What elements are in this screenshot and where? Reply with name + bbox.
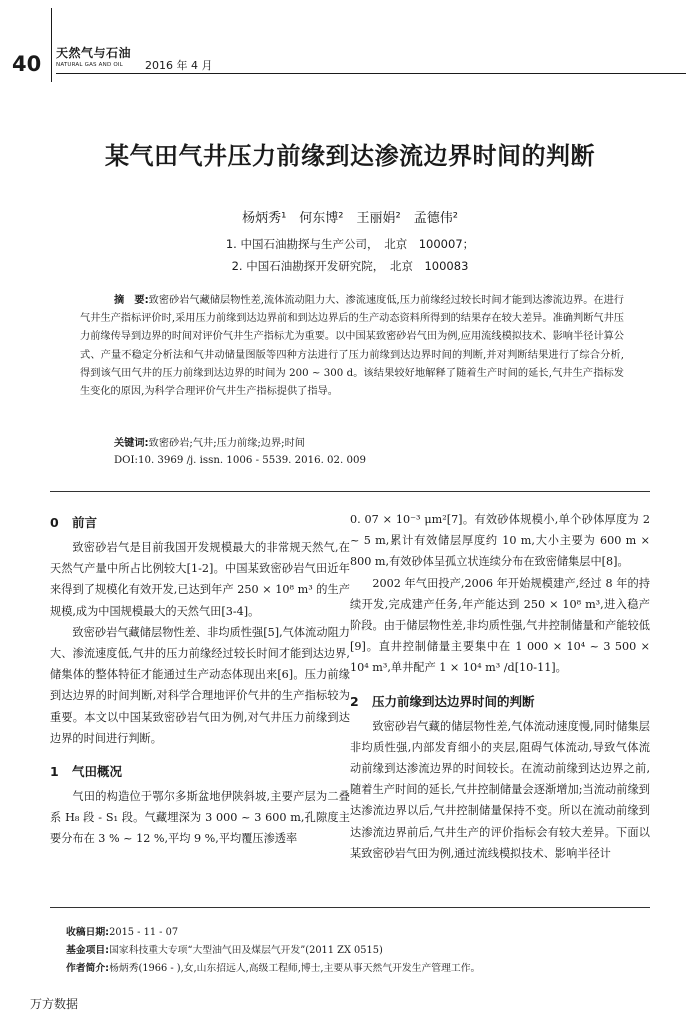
paragraph: 0. 07 × 10⁻³ μm²[7]。有效砂体规模小,单个砂体厚度为 2 ~ 5 m,累计有效储层厚度约 10 m,大小主要为 600 m × 800 m,有效砂体呈孤立状连续分布在致密储集层中[8]。 [350,513,650,569]
paper-title: 某气田气井压力前缘到达渗流边界时间的判断 [105,141,595,170]
section-heading-1: 1 气田概况 [50,764,123,780]
section-heading-0: 0 前言 [50,515,98,530]
journal-name-cn: 天然气与石油 [56,46,132,60]
right-column [350,509,650,864]
keywords-text: 致密砂岩;气井;压力前缘;边界;时间 [148,438,305,449]
abstract [80,292,624,401]
doi: DOI:10. 3969 /j. issn. 1006 - 5539. 2016. 02. 009 [114,455,366,466]
journal-logo [56,44,131,68]
footnote-separator [50,907,650,908]
paragraph: 致密砂岩气是目前我国开发规模最大的非常规天然气,在天然气产量中所占比例较大[1-2]。中国某致密砂岩气田近年来得到了规模化有效开发,已达到年产 250 × 10⁸ m³ 的生产规模,成为中国规模最大的天然气田[3-4]。 [50,541,350,618]
abstract-label: 摘 要: [114,295,149,306]
paragraph: 致密砂岩气藏储层物性差、非均质性强[5],气体流动阻力大、渗流速度低,气井的压力前缘经过较长时间才能到达边界,储集体的整体特征才能通过生产动态体现出来[6]。压力前缘到达边界的时间判断,对科学合理地评价气井的生产指标较为重要。本文以中国某致密砂岩气田为例,对气井压力前缘到达边界的时间进行判断。 [50,625,350,745]
issue-date: 2016 年 4 月 [145,59,213,72]
watermark: 万方数据 [30,997,79,1011]
affiliation-2: 2. 中国石油勘探开发研究院， 北京 100083 [231,259,469,273]
journal-name-en: NATURAL GAS AND OIL [56,62,123,68]
header-rule [56,73,686,74]
footnote-fund: 基金项目:国家科技重大专项“大型油气田及煤层气开发”(2011 ZX 0515) [66,945,383,956]
footnote-author: 作者简介:杨炳秀(1966 - ),女,山东招远人,高级工程师,博士,主要从事天然气开发生产管理工作。 [66,963,481,974]
keywords-label: 关键词: [114,438,149,449]
header-vertical-rule [51,8,52,82]
section-heading-2: 2 压力前缘到达边界时间的判断 [350,693,535,709]
left-column [50,510,350,850]
page-number: 40 [12,52,42,76]
author-list: 杨炳秀¹ 何东博² 王丽娟² 孟德伟² [242,211,458,226]
abstract-text: 致密砂岩气藏储层物性差,流体流动阻力大、渗流速度低,压力前缘经过较长时间才能到达渗流边界。在进行气井生产指标评价时,采用压力前缘到达边界前和到达边界后的生产动态资料所得到的结果存在较大差异。准确判断气井压力前缘传导到边界的时间对评价气井生产指标尤为重要。以中国某致密砂岩气田为例,应用流线模拟技术、影响半径计算公式、产量不稳定分析法和气井动储量图版等四种方法进行了压力前缘到达边界时间的判断,并对判断结果进行了综合分析,得到该气田气井的压力前缘到达边界的时间为 200 ~ 300 d。该结果较好地解释了随着生产时间的延长,气井生产指标发生变化的原因,为科学合理评价气井生产指标提供了指导。 [80,295,624,398]
body-separator [50,491,650,492]
page-header [0,0,700,90]
paragraph: 气田的构造位于鄂尔多斯盆地伊陕斜坡,主要产层为二叠系 H₈ 段 - S₁ 段。气藏埋深为 3 000 ~ 3 600 m,孔隙度主要分布在 3 % ~ 12 %,平均 9 %,平均覆压渗透率 [50,790,350,846]
paragraph: 2002 年气田投产,2006 年开始规模建产,经过 8 年的持续开发,完成建产任务,年产能达到 250 × 10⁸ m³,进入稳产阶段。由于储层物性差,非均质性强,气井控制储量和产能较低[9]。直井控制储量主要集中在 1 000 × 10⁴ ~ 3 500 × 10⁴ m³,单井配产 1 × 10⁴ m³ /d[10-11]。 [350,576,650,675]
keywords [114,434,305,449]
affiliation-1: 1. 中国石油勘探与生产公司， 北京 100007； [225,237,475,251]
footnote-received: 收稿日期:2015 - 11 - 07 [66,927,179,938]
paragraph: 致密砂岩气藏的储层物性差,气体流动速度慢,同时储集层非均质性强,内部发育细小的夹层,阻碍气体流动,导致气体流动前缘到达渗流边界的时间较长。在流动前缘到达边界之前,随着生产时间的延长,气井控制储量会逐渐增加;当流动前缘到达渗流边界以后,气井控制储量保持不变。所以在流动前缘到达渗流边界前后,气井生产的评价指标会有较大差异。下面以某致密砂岩气田为例,通过流线模拟技术、影响半径计 [350,719,650,860]
